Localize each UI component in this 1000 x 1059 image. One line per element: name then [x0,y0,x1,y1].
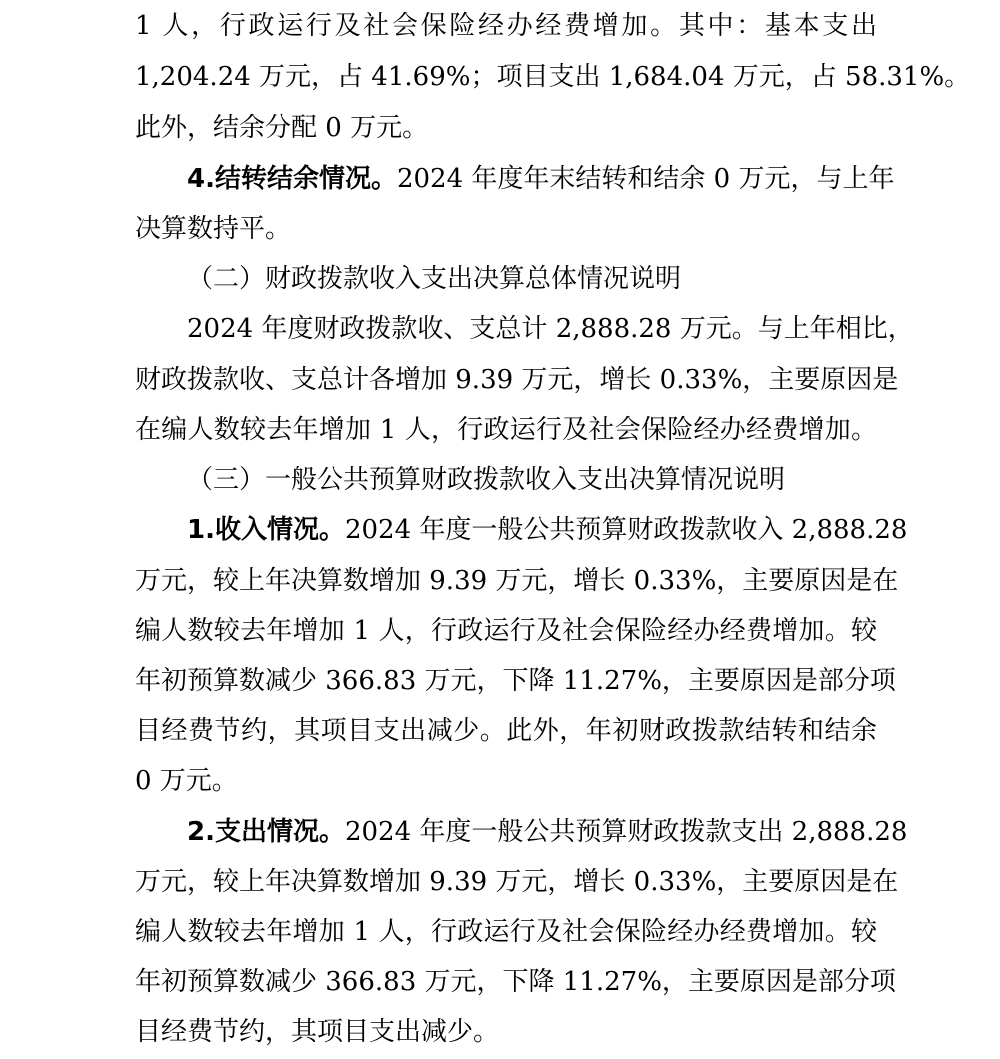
paragraph-line: 1,204.24 万元，占 41.69%；项目支出 1,684.04 万元，占 58.31%。 [135,62,971,92]
paragraph-line: 万元，较上年决算数增加 9.39 万元，增长 0.33%，主要原因是在 [135,566,899,596]
paragraph-line: 0 万元。 [135,766,238,796]
expenditure-first-line: 2.支出情况。2024 年度一般公共预算财政拨款支出 2,888.28 [187,817,908,847]
paragraph-line: 财政拨款收、支总计各增加 9.39 万元，增长 0.33%，主要原因是 [135,365,899,395]
paragraph-line: 目经费节约，其项目支出减少。 [135,1017,500,1047]
paragraph-line: 在编人数较去年增加 1 人，行政运行及社会保险经办经费增加。 [135,415,877,445]
paragraph-line: 决算数持平。 [135,214,292,244]
section-heading-4: 4.结转结余情况。 [187,164,397,194]
paragraph-line: 年初预算数减少 366.83 万元，下降 11.27%，主要原因是部分项 [135,967,896,997]
paragraph-line: 1 人，行政运行及社会保险经办经费增加。其中：基本支出 [135,11,877,41]
paragraph-line: 此外，结余分配 0 万元。 [135,113,429,143]
section-4-first-line: 4.结转结余情况。2024 年度年末结转和结余 0 万元，与上年 [187,164,895,194]
paragraph-line: 年初预算数减少 366.83 万元，下降 11.27%，主要原因是部分项 [135,666,896,696]
paragraph-line: 编人数较去年增加 1 人，行政运行及社会保险经办经费增加。较 [135,917,877,947]
expenditure-heading: 2.支出情况。 [187,817,345,847]
paragraph-first-line: 2024 年度财政拨款收、支总计 2,888.28 万元。与上年相比， [187,314,914,344]
income-heading: 1.收入情况。 [187,515,345,545]
paragraph-line: 编人数较去年增加 1 人，行政运行及社会保险经办经费增加。较 [135,616,877,646]
income-first-line: 1.收入情况。2024 年度一般公共预算财政拨款收入 2,888.28 [187,515,908,545]
paragraph-line: 万元，较上年决算数增加 9.39 万元，增长 0.33%，主要原因是在 [135,867,899,897]
section-heading-2: （二）财政拨款收入支出决算总体情况说明 [187,264,682,294]
section-heading-3: （三）一般公共预算财政拨款收入支出决算情况说明 [187,465,786,495]
paragraph-line: 目经费节约，其项目支出减少。此外，年初财政拨款结转和结余 [135,716,877,746]
